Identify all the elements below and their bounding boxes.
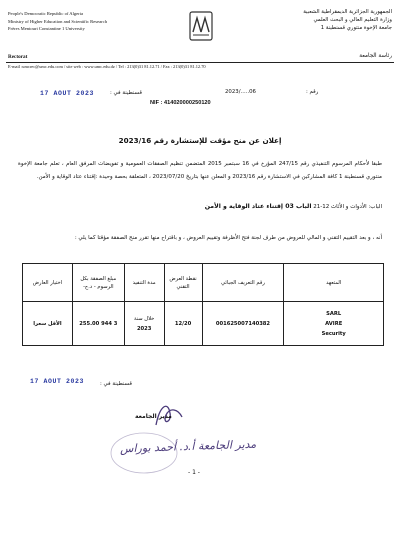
rectorat-label-en: Rectorat [8,54,28,60]
col-header-amount: مبلغ الصفقة بكل الرسوم - د.ج- [72,264,124,302]
date-stamp: 17 AOUT 2023 [40,90,95,97]
page-number: - 1 - [188,469,200,476]
header-left-line: Frères Mentouri Constantine 1 University [8,26,85,31]
table-row [23,302,384,346]
cell-bidder [284,302,384,346]
cell-score: 12/20 [164,302,202,346]
city-date-label: قسنطينة في : [110,90,142,96]
award-table [22,263,384,346]
col-header-choice: اختيار العارض [23,264,73,302]
header-right-block [242,8,392,32]
lot-value: الباب 03 إقتناء عتاد الوقاية و الأمن [204,203,312,210]
duration-line: 2023 [136,325,152,332]
header-right-line: وزارة التعليم العالي و البحث العلمي [313,17,392,23]
intro-paragraph: طبقا لأحكام المرسوم التنفيذي رقم 247/15 المؤرخ في 16 سبتمبر 2015 المتضمن تنظيم الصفقات العمومية و تفويضات المرفق العام ، تعلم جامعة الإخوة منتوري قسنطينة 1 كافة المشاركين في الاستشارة رقم 2023/16 و المعلن عنها بتاريخ 2023/07/20 ، المتعلقة بحصة وحيدة :إقتناء عتاد الوقاية و الأمن. [18,161,382,180]
bidder-line: Security [321,330,346,337]
lot-line [18,203,382,210]
director-title: مدير الجامعة [135,413,172,420]
bidder-line: SARL [326,310,342,317]
bidder-line: AVIRE [325,320,343,327]
header-left-line: Ministry of Higher Education and Scientific Research [8,18,107,24]
cell-duration [124,302,164,346]
header-right-line: جامعة الإخوة منتوري قسنطينة 1 [320,25,392,31]
rectorat-label-ar: رئاسة الجامعة [359,53,392,59]
signature-name: مدير الجامعة أ.د. أحمد بوراس [119,437,257,456]
cell-choice: الأقل سعرا [23,302,73,346]
col-header-tax-id: رقم التعريف الجبائي [202,264,284,302]
header-left-block [8,10,173,33]
reference-number: 2023/.....06 [225,89,256,95]
closing-city-label: قسنطينة في : [100,381,132,387]
page-title: إعلان عن منح مؤقت للإستشارة رقم 2023/16 [118,136,282,145]
decision-paragraph: أنه ، و بعد التقييم التقني و المالي للعروض من طرف لجنة فتح الأظرفة وتقييم العروض ، و باقتراح منها تقرر منح الصفقة مؤقتا كما يلي : [74,235,382,241]
nif-number: NIF : 414020000250120 [150,100,211,106]
contact-line: E-mail :umcrec@umc.edu.com / site web : www.umc.edu.dz / Tel : 213(0)31 81.12.71 / Fax : 213(0)31 81.12.70 [8,64,206,69]
university-logo [188,10,214,42]
closing-date-stamp: 17 AOUT 2023 [30,378,85,385]
header-right-line: الجمهورية الجزائرية الديمقراطية الشعبية [303,9,392,15]
col-header-duration: مدة التنفيذ [124,264,164,302]
lot-label: الباب: الأدوات و الأثاث 12-21 [313,204,382,210]
col-header-score: نقطة العرض التقني [164,264,202,302]
header-left-line: People's Democratic Republic of Algeria [8,11,84,16]
header-divider [6,62,394,63]
table-header-row [23,264,384,302]
col-header-bidder: المتعهد [284,264,384,302]
cell-amount: 3 944 255.00 [72,302,124,346]
reference-label: رقم : [306,89,319,95]
duration-line: خلال سنة [133,315,155,322]
cell-tax-id: 001625007140382 [202,302,284,346]
